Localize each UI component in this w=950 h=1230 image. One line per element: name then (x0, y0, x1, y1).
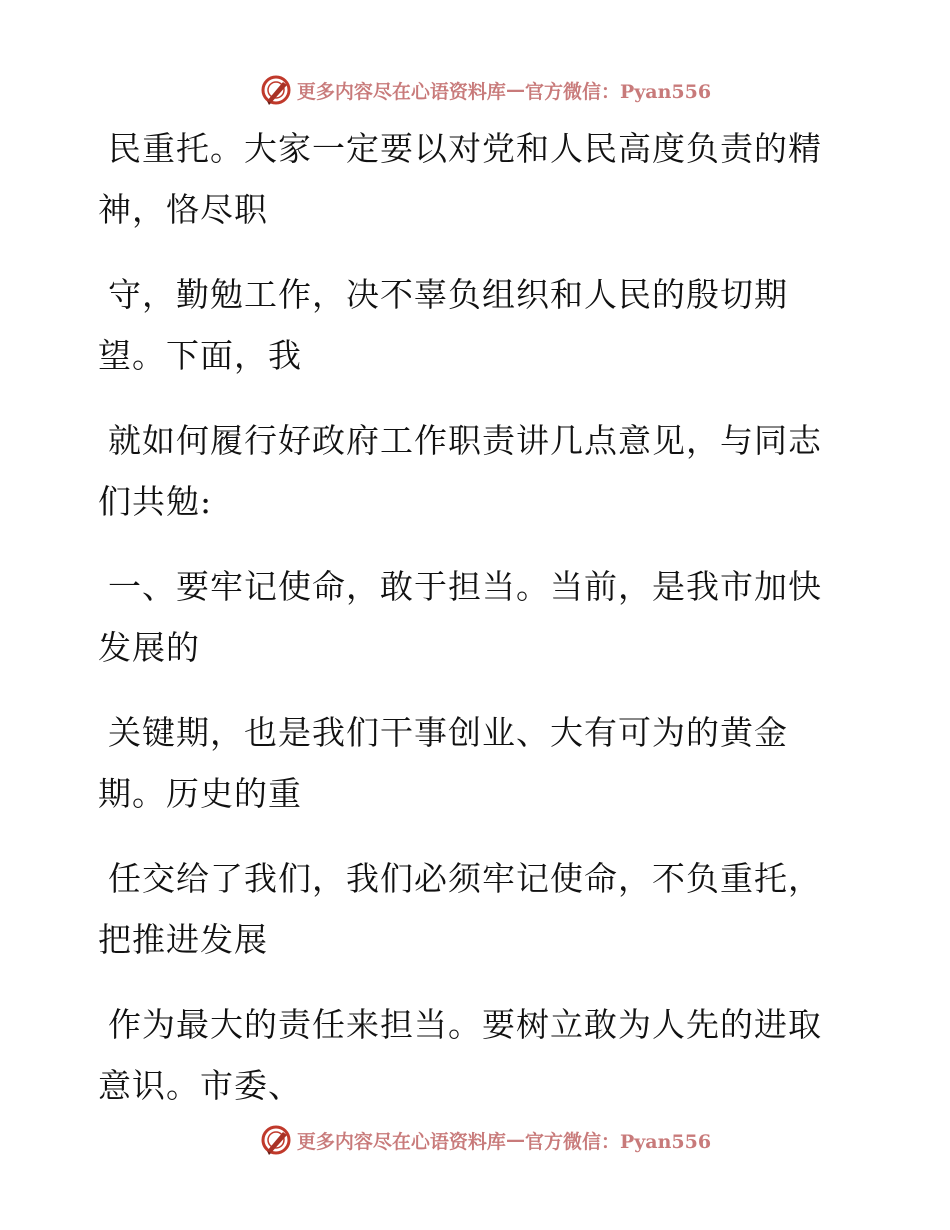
footer-banner-content (259, 1123, 711, 1157)
paragraph-line: 民重托。大家一定要以对党和人民高度负责的精 (108, 129, 822, 168)
header-banner-content (259, 73, 711, 107)
pen-logo-icon (259, 73, 293, 107)
paragraph-line: 一、要牢记使命，敢于担当。当前，是我市加快 (108, 567, 822, 606)
paragraph-line: 神，恪尽职 (98, 190, 268, 229)
header-dash: — (505, 79, 525, 101)
paragraph-line: 把推进发展 (98, 920, 268, 959)
document-body (98, 118, 858, 1140)
pen-logo-icon (259, 1123, 293, 1157)
paragraph-line: 发展的 (98, 628, 200, 667)
paragraph-line: 们共勉: (98, 482, 213, 521)
footer-dash: — (505, 1129, 525, 1151)
paragraph-line: 关键期，也是我们干事创业、大有可为的黄金 (108, 713, 788, 752)
footer-wechat-text: 官方微信：Pyan556 (524, 1130, 712, 1153)
paragraph (98, 118, 858, 240)
paragraph (98, 556, 858, 678)
paragraph (98, 264, 858, 386)
paragraph-line: 守，勤勉工作，决不辜负组织和人民的殷切期 (108, 275, 788, 314)
paragraph (98, 410, 858, 532)
footer-site-text: 更多内容尽在心语资料库 (296, 1130, 506, 1153)
paragraph-line: 任交给了我们，我们必须牢记使命，不负重托， (108, 859, 822, 898)
paragraph (98, 848, 858, 970)
paragraph-line: 望。下面，我 (98, 336, 302, 375)
paragraph-line: 作为最大的责任来担当。要树立敢为人先的进取 (108, 1005, 822, 1044)
paragraph-line: 就如何履行好政府工作职责讲几点意见，与同志 (108, 421, 822, 460)
paragraph-line: 意识。市委、 (98, 1066, 302, 1105)
header-site-text: 更多内容尽在心语资料库 (296, 80, 506, 103)
header-banner (0, 70, 950, 110)
footer-banner (0, 1120, 950, 1160)
paragraph-line: 期。历史的重 (98, 774, 302, 813)
paragraph (98, 702, 858, 824)
paragraph (98, 994, 858, 1116)
header-wechat-text: 官方微信：Pyan556 (524, 80, 712, 103)
